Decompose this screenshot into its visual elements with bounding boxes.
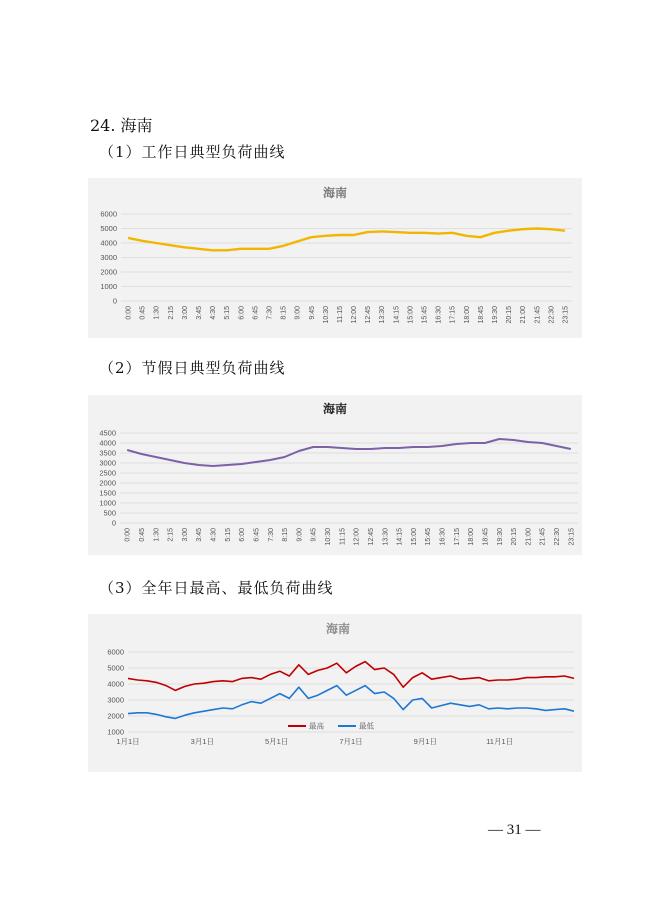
x-tick-label: 9:45	[310, 528, 318, 542]
x-tick-label: 8:15	[280, 306, 288, 320]
y-tick-label: 500	[103, 508, 116, 518]
x-tick-label: 7:30	[267, 528, 275, 542]
chart-workday	[88, 178, 582, 338]
x-tick-label: 9:45	[308, 306, 316, 320]
caption-holiday: （2）节假日典型负荷曲线	[99, 359, 286, 377]
x-tick-label: 23:15	[568, 528, 576, 546]
caption-annual: （3）全年日最高、最低负荷曲线	[99, 579, 334, 597]
x-tick-label: 18:45	[477, 306, 485, 324]
x-tick-label: 13:30	[382, 528, 390, 546]
legend-label: 最低	[359, 721, 374, 731]
x-tick-label: 12:00	[353, 528, 361, 546]
x-tick-label: 14:15	[393, 306, 401, 324]
x-tick-label: 14:15	[396, 528, 404, 546]
x-tick-label: 9月1日	[413, 737, 438, 746]
x-tick-label: 20:15	[511, 528, 519, 546]
x-tick-label: 15:45	[425, 528, 433, 546]
y-tick-label: 1000	[107, 727, 124, 737]
chart-workday-panel	[88, 178, 582, 338]
y-tick-label: 1000	[100, 282, 117, 291]
x-tick-label: 2:15	[167, 306, 175, 320]
x-tick-label: 6:45	[252, 306, 260, 320]
x-tick-label: 17:15	[453, 528, 461, 546]
x-tick-label: 5月1日	[264, 737, 289, 746]
x-tick-label: 6:00	[239, 528, 247, 542]
x-tick-label: 0:00	[124, 528, 132, 542]
y-tick-label: 3500	[99, 448, 116, 458]
chart-holiday-panel	[88, 395, 582, 555]
x-tick-label: 21:45	[534, 306, 542, 324]
x-tick-label: 19:30	[496, 528, 504, 546]
chart-holiday	[88, 395, 582, 555]
y-tick-label: 5000	[100, 224, 117, 233]
x-tick-label: 0:45	[138, 528, 146, 542]
x-tick-label: 6:00	[238, 306, 246, 320]
x-tick-label: 10:30	[322, 306, 330, 324]
series-line-load	[128, 229, 565, 251]
x-tick-label: 9:00	[296, 528, 304, 542]
y-tick-label: 2000	[100, 267, 117, 277]
y-tick-label: 2000	[99, 478, 116, 488]
x-tick-label: 12:45	[365, 306, 373, 324]
x-tick-label: 1月1日	[116, 737, 140, 746]
x-tick-label: 16:30	[439, 528, 447, 546]
x-tick-label: 1:30	[153, 306, 161, 320]
series-line-最高	[128, 662, 574, 691]
x-tick-label: 4:30	[210, 528, 218, 542]
y-tick-label: 0	[112, 296, 117, 306]
y-tick-label: 2000	[107, 711, 124, 721]
y-tick-label: 1500	[99, 488, 116, 498]
x-tick-label: 11:15	[339, 528, 347, 545]
x-tick-label: 15:45	[421, 306, 429, 324]
x-tick-label: 17:15	[449, 306, 457, 324]
x-tick-label: 15:00	[410, 528, 418, 546]
x-tick-label: 2:15	[167, 528, 175, 542]
x-tick-label: 11月1日	[486, 737, 514, 746]
x-tick-label: 21:00	[520, 306, 528, 324]
x-tick-label: 18:45	[482, 528, 490, 546]
x-tick-label: 12:45	[367, 528, 375, 546]
y-tick-label: 5000	[107, 663, 124, 673]
x-tick-label: 18:00	[463, 306, 471, 324]
y-tick-label: 1000	[99, 498, 116, 508]
y-tick-label: 6000	[107, 647, 124, 657]
x-tick-label: 22:30	[554, 528, 562, 546]
chart-title: 海南	[322, 402, 348, 416]
x-tick-label: 10:30	[325, 528, 333, 546]
x-tick-label: 21:00	[525, 528, 533, 546]
y-tick-label: 4000	[100, 238, 117, 248]
x-tick-label: 11:15	[336, 306, 344, 323]
x-tick-label: 1:30	[153, 528, 161, 542]
x-tick-label: 6:45	[253, 528, 261, 542]
x-tick-label: 15:00	[407, 306, 415, 324]
x-tick-label: 4:30	[210, 306, 218, 320]
x-tick-label: 0:45	[139, 306, 147, 320]
series-line-最低	[128, 686, 574, 719]
y-tick-label: 6000	[100, 209, 117, 219]
y-tick-label: 4500	[99, 428, 116, 438]
legend-label: 最高	[309, 721, 324, 731]
x-tick-label: 22:30	[548, 306, 556, 324]
x-tick-label: 13:30	[379, 306, 387, 324]
x-tick-label: 7:30	[266, 306, 274, 320]
x-tick-label: 9:00	[294, 306, 302, 320]
x-tick-label: 20:15	[506, 306, 514, 324]
page-number: — 31 —	[488, 822, 541, 838]
x-tick-label: 21:45	[539, 528, 547, 546]
x-tick-label: 8:15	[282, 528, 290, 542]
x-tick-label: 5:15	[224, 306, 232, 320]
x-tick-label: 16:30	[435, 306, 443, 324]
x-tick-label: 19:30	[491, 306, 499, 324]
y-tick-label: 4000	[99, 438, 116, 448]
x-tick-label: 3:45	[196, 306, 204, 320]
chart-annual	[88, 614, 582, 772]
chart-annual-panel	[88, 614, 582, 772]
x-tick-label: 3:00	[181, 528, 189, 542]
x-tick-label: 5:15	[224, 528, 232, 542]
x-tick-label: 23:15	[562, 306, 570, 324]
y-tick-label: 2500	[99, 468, 116, 478]
section-heading: 24. 海南	[90, 116, 153, 135]
x-tick-label: 0:00	[125, 306, 133, 320]
x-tick-label: 18:00	[468, 528, 476, 546]
x-tick-label: 3月1日	[190, 737, 215, 746]
y-tick-label: 3000	[99, 458, 116, 468]
y-tick-label: 4000	[107, 679, 124, 689]
x-tick-label: 7月1日	[339, 737, 363, 746]
chart-title: 海南	[322, 186, 348, 200]
y-tick-label: 3000	[107, 695, 124, 705]
x-tick-label: 12:00	[351, 306, 359, 324]
x-tick-label: 3:00	[181, 306, 189, 320]
x-tick-label: 3:45	[196, 528, 204, 542]
caption-workday: （1）工作日典型负荷曲线	[99, 143, 286, 161]
chart-title: 海南	[325, 622, 351, 636]
y-tick-label: 0	[111, 518, 116, 528]
y-tick-label: 3000	[100, 253, 117, 262]
